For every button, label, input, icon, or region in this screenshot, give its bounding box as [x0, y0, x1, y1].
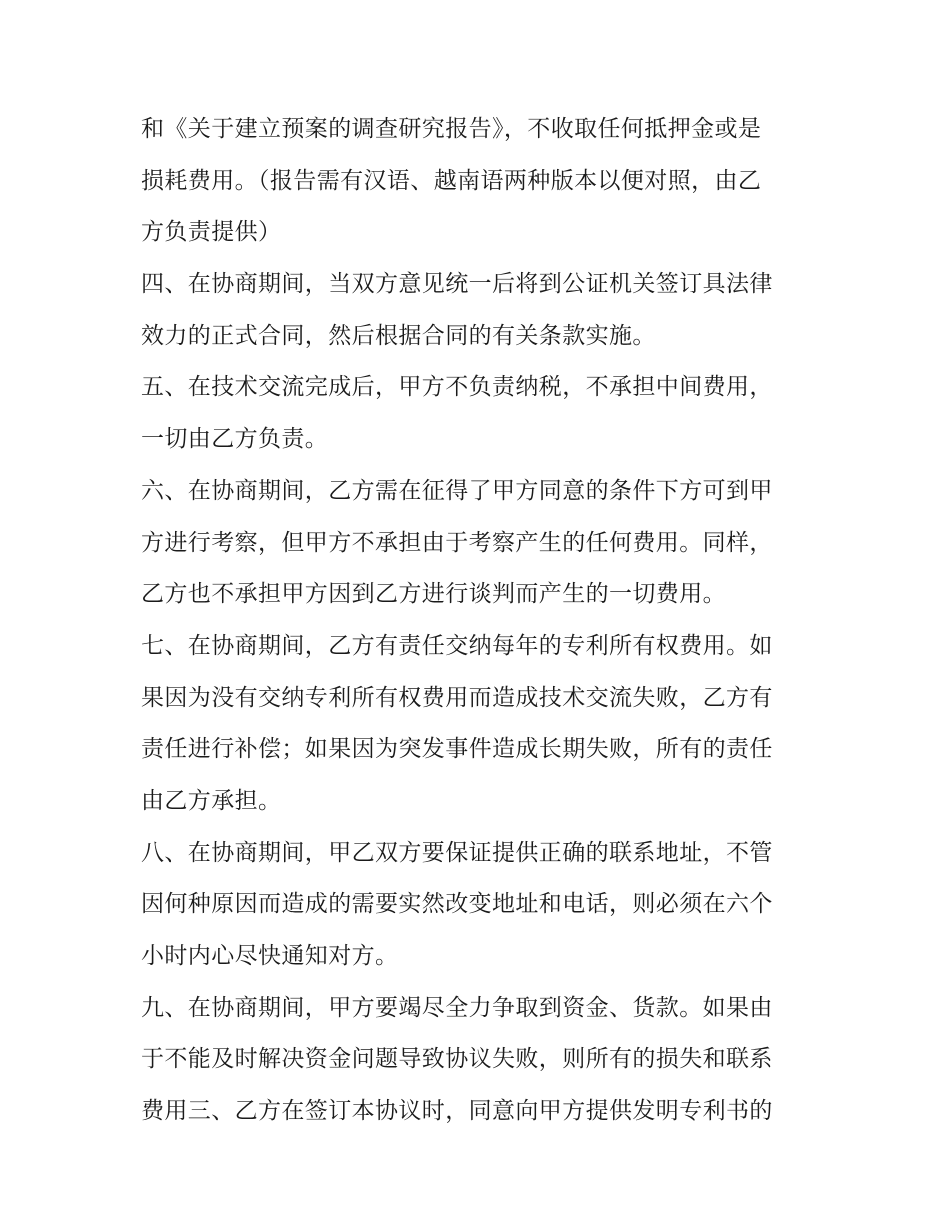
text-line: 于不能及时解决资金问题导致协议失败，则所有的损失和联系: [141, 1046, 773, 1073]
text-line: 小时内心尽快通知对方。: [141, 943, 399, 969]
text-line: 七、在协商期间，乙方有责任交纳每年的专利所有权费用。如: [141, 632, 773, 659]
text-line: 八、在协商期间，甲乙双方要保证提供正确的联系地址，不管: [141, 839, 773, 866]
document-body: [141, 104, 813, 1138]
text-line: 因何种原因而造成的需要实然改变地址和电话，则必须在六个: [141, 891, 773, 918]
text-line: 和《关于建立预案的调查研究报告》，不收取任何抵押金或是: [141, 116, 762, 142]
text-line: 四、在协商期间，当双方意见统一后将到公证机关签订具法律: [141, 271, 773, 298]
text-line: 一切由乙方负责。: [141, 426, 329, 453]
text-line: 损耗费用。（报告需有汉语、越南语两种版本以便对照，由乙: [141, 167, 762, 194]
text-line: 方进行考察，但甲方不承担由于考察产生的任何费用。同样，: [141, 529, 773, 556]
text-line: 六、在协商期间，乙方需在征得了甲方同意的条件下方可到甲: [141, 477, 773, 504]
text-line: 乙方也不承担甲方因到乙方进行谈判而产生的一切费用。: [141, 581, 726, 608]
text-line: 九、在协商期间，甲方要竭尽全力争取到资金、货款。如果由: [141, 994, 773, 1021]
text-line: 五、在技术交流完成后，甲方不负责纳税，不承担中间费用，: [141, 374, 773, 401]
text-line: 由乙方承担。: [141, 787, 282, 814]
text-line: 效力的正式合同，然后根据合同的有关条款实施。: [141, 322, 656, 349]
text-line: 费用三、乙方在签订本协议时，同意向甲方提供发明专利书的: [141, 1098, 773, 1125]
text-line: 责任进行补偿；如果因为突发事件造成长期失败，所有的责任: [141, 736, 773, 763]
text-line: 方负责提供）: [141, 219, 282, 246]
text-line: 果因为没有交纳专利所有权费用而造成技术交流失败，乙方有: [141, 684, 773, 711]
